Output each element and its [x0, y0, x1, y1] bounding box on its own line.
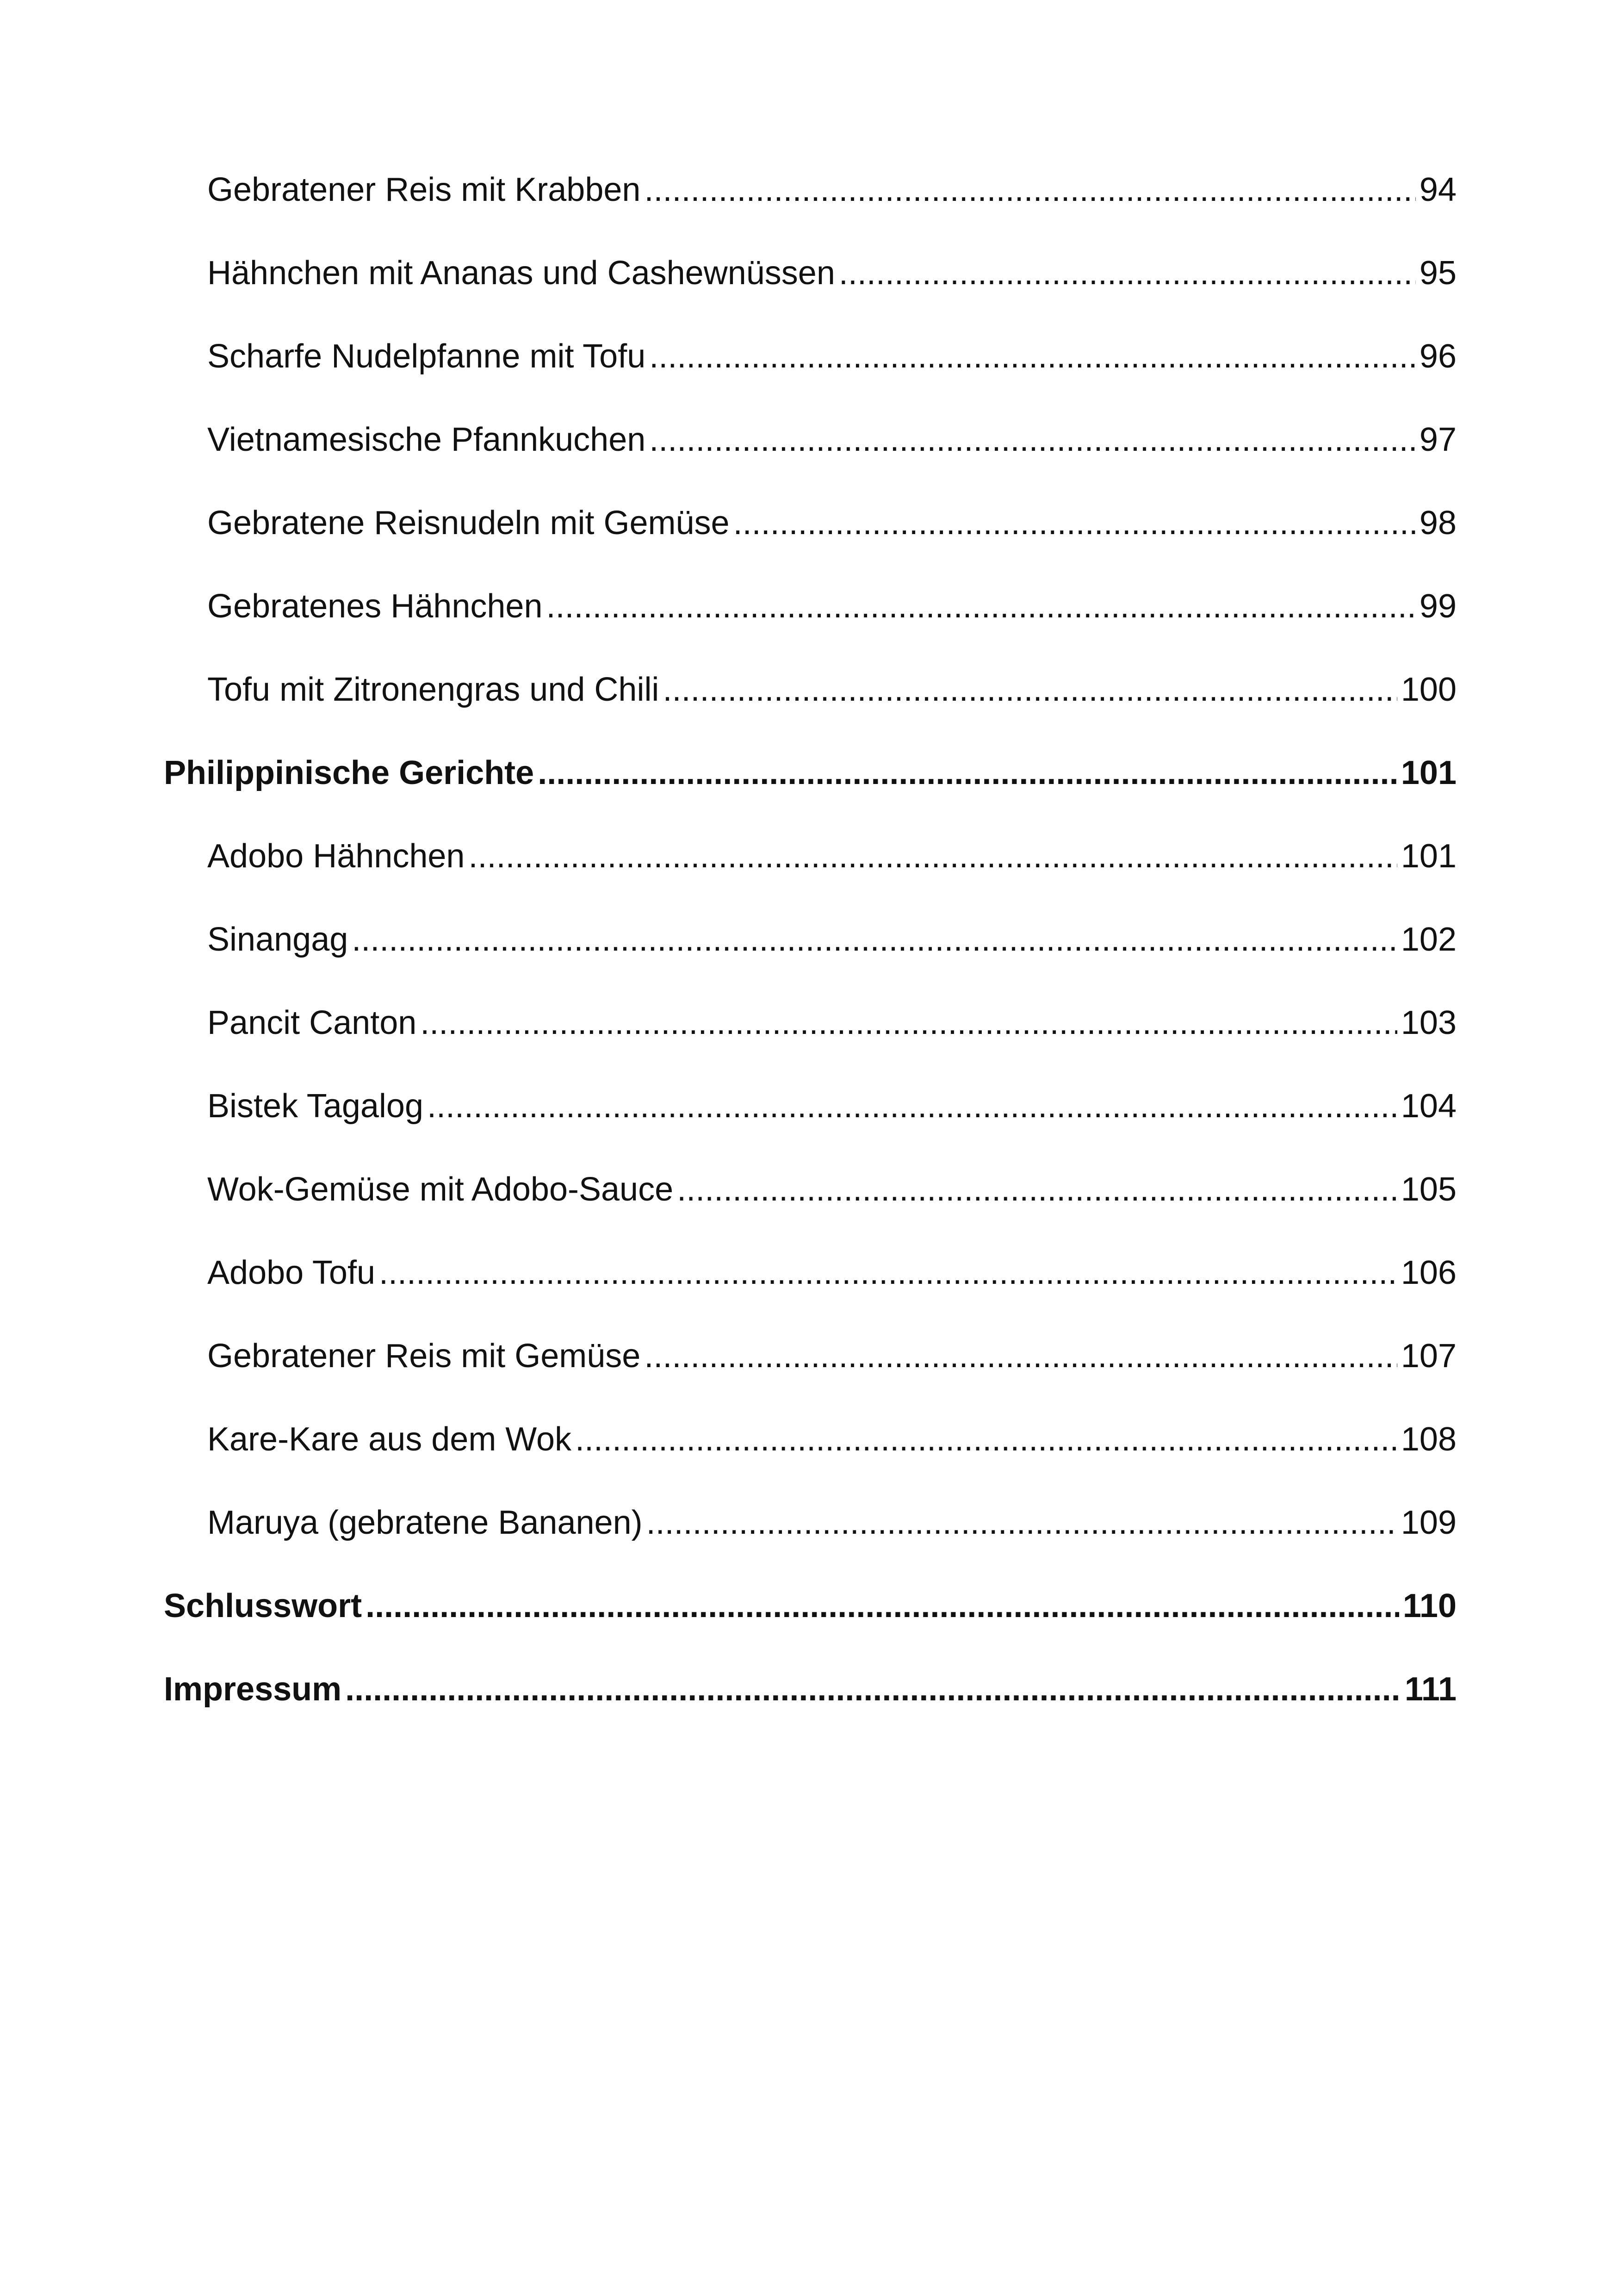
toc-chapter-page: 110: [1402, 1587, 1457, 1624]
toc-entry-title: Sinangag: [207, 921, 348, 958]
toc-entry-maruya[interactable]: [207, 1497, 1457, 1548]
toc-entry-bistek-tagalog[interactable]: [207, 1081, 1457, 1132]
toc-entry-scharfe-nudelpfanne[interactable]: [207, 331, 1457, 382]
toc-entry-page: 108: [1401, 1421, 1457, 1458]
toc-chapter-title: Philippinische Gerichte: [164, 754, 534, 791]
dot-leader: [649, 331, 1416, 382]
toc-entry-wok-gemuese-adobo-sauce[interactable]: [207, 1164, 1457, 1215]
dot-leader: [677, 1164, 1397, 1215]
toc-entry-page: 95: [1419, 255, 1457, 292]
toc-entry-title: Gebratener Reis mit Krabben: [207, 171, 641, 208]
toc-entry-title: Maruya (gebratene Bananen): [207, 1504, 643, 1541]
toc-entry-adobo-tofu[interactable]: [207, 1247, 1457, 1298]
toc-chapter-title: Schlusswort: [164, 1587, 362, 1624]
toc-entry-title: Scharfe Nudelpfanne mit Tofu: [207, 338, 646, 375]
toc-chapter-page: 101: [1401, 754, 1457, 791]
toc-chapter-page: 111: [1404, 1671, 1457, 1708]
toc-entry-page: 107: [1401, 1338, 1457, 1375]
toc-entry-title: Vietnamesische Pfannkuchen: [207, 421, 646, 458]
toc-entry-page: 94: [1419, 171, 1457, 208]
toc-entry-sinangag[interactable]: [207, 914, 1457, 965]
toc-entry-page: 101: [1401, 838, 1457, 875]
dot-leader: [663, 664, 1397, 715]
dot-leader: [366, 1580, 1399, 1631]
dot-leader: [644, 1331, 1397, 1381]
dot-leader: [352, 914, 1397, 965]
toc-entry-page: 102: [1401, 921, 1457, 958]
dot-leader: [538, 747, 1397, 798]
toc-entry-pancit-canton[interactable]: [207, 997, 1457, 1048]
dot-leader: [420, 997, 1397, 1048]
toc-entry-title: Tofu mit Zitronengras und Chili: [207, 671, 659, 708]
toc-entry-page: 109: [1401, 1504, 1457, 1541]
toc-chapter-schlusswort[interactable]: [164, 1580, 1457, 1631]
toc-entry-gebratener-reis-mit-gemuese[interactable]: [207, 1331, 1457, 1381]
toc-entry-title: Adobo Hähnchen: [207, 838, 465, 875]
toc-entry-adobo-haehnchen[interactable]: [207, 831, 1457, 882]
toc-entry-page: 97: [1419, 421, 1457, 458]
toc-chapter-impressum[interactable]: [164, 1664, 1457, 1715]
toc-entry-tofu-mit-zitronengras[interactable]: [207, 664, 1457, 715]
toc-entry-title: Kare-Kare aus dem Wok: [207, 1421, 572, 1458]
toc-chapter-title: Impressum: [164, 1671, 342, 1708]
toc-entry-page: 100: [1401, 671, 1457, 708]
dot-leader: [546, 581, 1416, 632]
toc-entry-vietnamesische-pfannkuchen[interactable]: [207, 414, 1457, 465]
toc-entry-page: 103: [1401, 1004, 1457, 1041]
dot-leader: [427, 1081, 1397, 1132]
toc-entry-kare-kare[interactable]: [207, 1414, 1457, 1465]
toc-entry-page: 106: [1401, 1254, 1457, 1291]
toc-entry-gebratenes-haehnchen[interactable]: [207, 581, 1457, 632]
dot-leader: [839, 248, 1416, 299]
toc-entry-title: Adobo Tofu: [207, 1254, 375, 1291]
dot-leader: [345, 1664, 1401, 1715]
toc-entry-page: 104: [1401, 1088, 1457, 1125]
toc-entry-title: Wok-Gemüse mit Adobo-Sauce: [207, 1171, 674, 1208]
toc-entry-title: Pancit Canton: [207, 1004, 417, 1041]
toc-chapter-philippinische-gerichte[interactable]: [164, 747, 1457, 798]
toc-entry-gebratener-reis-mit-krabben[interactable]: [207, 164, 1457, 215]
toc-entry-title: Gebratener Reis mit Gemüse: [207, 1338, 641, 1375]
toc-entry-title: Gebratene Reisnudeln mit Gemüse: [207, 504, 730, 541]
toc-entry-page: 98: [1419, 504, 1457, 541]
dot-leader: [733, 498, 1416, 548]
toc-entry-haehnchen-mit-ananas[interactable]: [207, 248, 1457, 299]
toc-entry-page: 105: [1401, 1171, 1457, 1208]
dot-leader: [646, 1497, 1397, 1548]
toc-entry-page: 96: [1419, 338, 1457, 375]
toc-entry-title: Gebratenes Hähnchen: [207, 588, 543, 625]
toc-entry-gebratene-reisnudeln[interactable]: [207, 498, 1457, 548]
dot-leader: [468, 831, 1397, 882]
dot-leader: [379, 1247, 1397, 1298]
dot-leader: [575, 1414, 1397, 1465]
toc-entry-title: Hähnchen mit Ananas und Cashewnüssen: [207, 255, 835, 292]
toc-entry-title: Bistek Tagalog: [207, 1088, 423, 1125]
toc-entry-page: 99: [1419, 588, 1457, 625]
dot-leader: [649, 414, 1416, 465]
dot-leader: [644, 164, 1415, 215]
